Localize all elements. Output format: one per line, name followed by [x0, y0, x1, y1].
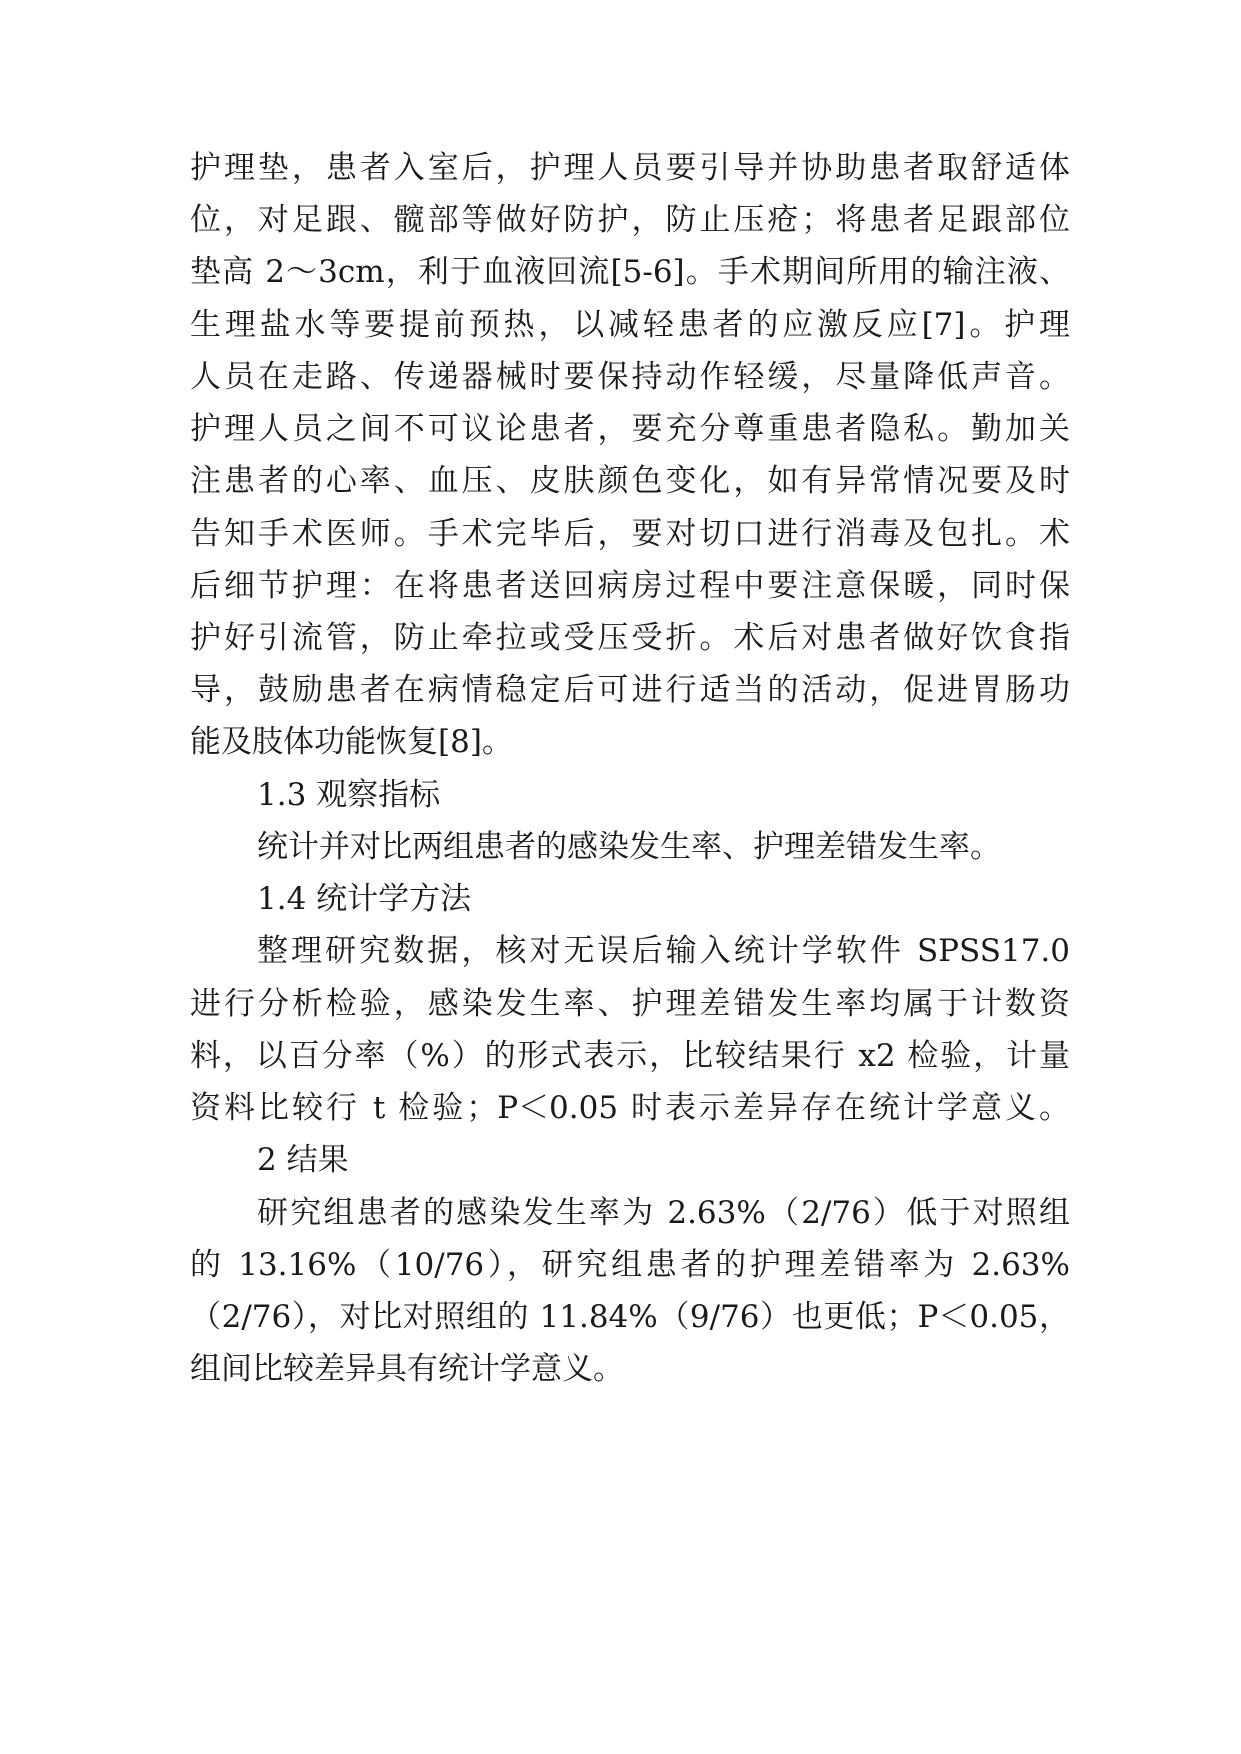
paragraph-line: 导，鼓励患者在病情稳定后可进行适当的活动，促进胃肠功 — [190, 672, 1070, 708]
paragraph-line: 进行分析检验，感染发生率、护理差错发生率均属于计数资 — [190, 986, 1070, 1022]
section-heading-2: 2 结果 — [257, 1142, 349, 1178]
paragraph-line: 人员在走路、传递器械时要保持动作轻缓，尽量降低声音。 — [190, 359, 1070, 395]
paragraph-line: 后细节护理：在将患者送回病房过程中要注意保暖，同时保 — [190, 568, 1070, 604]
paragraph-line: 的 13.16%（10/76），研究组患者的护理差错率为 2.63% — [190, 1247, 1070, 1283]
paragraph-line: 料，以百分率（%）的形式表示，比较结果行 x2 检验，计量 — [190, 1038, 1070, 1074]
paragraph-line: 整理研究数据，核对无误后输入统计学软件 SPSS17.0 — [257, 933, 1070, 969]
paragraph-line: 研究组患者的感染发生率为 2.63%（2/76）低于对照组 — [257, 1195, 1070, 1231]
paragraph-line: 位，对足跟、髋部等做好防护，防止压疮；将患者足跟部位 — [190, 202, 1070, 238]
paragraph-line: 垫高 2～3cm，利于血液回流[5-6]。手术期间所用的输注液、 — [190, 254, 1070, 290]
paragraph-line: 生理盐水等要提前预热，以减轻患者的应激反应[7]。护理 — [190, 307, 1070, 343]
paragraph-line: 资料比较行 t 检验；P＜0.05 时表示差异存在统计学意义。 — [190, 1090, 1070, 1126]
paragraph-line: 统计并对比两组患者的感染发生率、护理差错发生率。 — [257, 829, 1001, 865]
section-heading-1-4: 1.4 统计学方法 — [257, 881, 472, 917]
paragraph-line: 注患者的心率、血压、皮肤颜色变化，如有异常情况要及时 — [190, 463, 1070, 499]
section-heading-1-3: 1.3 观察指标 — [257, 777, 441, 813]
paragraph-line: 能及肢体功能恢复[8]。 — [190, 724, 513, 760]
paragraph-line: 护好引流管，防止牵拉或受压受折。术后对患者做好饮食指 — [190, 620, 1070, 656]
paragraph-line: 告知手术医师。手术完毕后，要对切口进行消毒及包扎。术 — [190, 516, 1070, 552]
paragraph-line: 护理人员之间不可议论患者，要充分尊重患者隐私。勤加关 — [190, 411, 1070, 447]
paragraph-line: 组间比较差异具有统计学意义。 — [190, 1351, 624, 1387]
paragraph-line: （2/76），对比对照组的 11.84%（9/76）也更低；P＜0.05， — [190, 1299, 1070, 1335]
paragraph-line: 护理垫，患者入室后，护理人员要引导并协助患者取舒适体 — [190, 150, 1070, 186]
